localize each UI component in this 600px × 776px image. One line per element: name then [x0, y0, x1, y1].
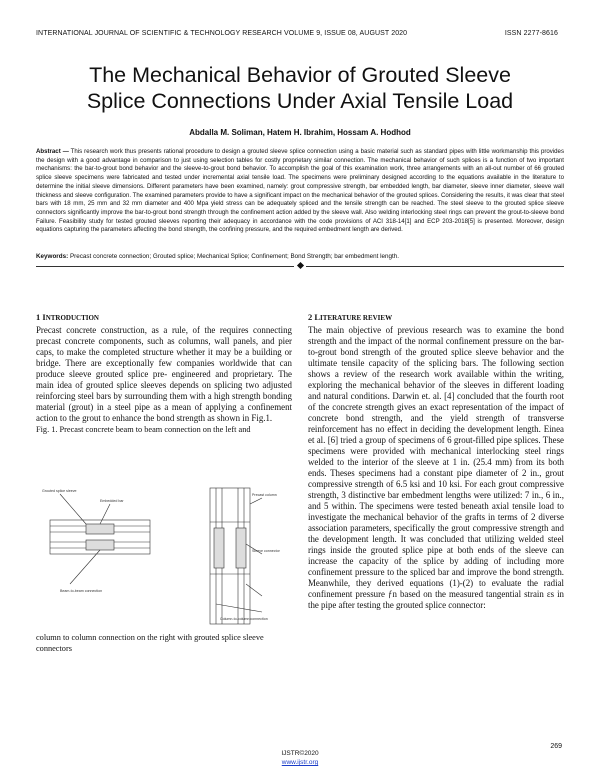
- section-2-number: 2: [308, 312, 313, 322]
- title-line-1: The Mechanical Behavior of Grouted Sleeve: [89, 63, 511, 87]
- footer-url-link[interactable]: www.ijstr.org: [281, 759, 319, 766]
- fig-label-b: Embedded bar: [100, 499, 124, 503]
- issn-header: ISSN 2277-8616: [504, 30, 558, 37]
- journal-header: INTERNATIONAL JOURNAL OF SCIENTIFIC & TECHNOLOGY RESEARCH VOLUME 9, ISSUE 08, AUGUST 2020: [36, 30, 408, 37]
- figure-1-caption-continued: column to column connection on the right with grouted splice sleeve connectors: [36, 633, 264, 653]
- abstract-text: This research work thus presents rational procedure to design a grouted sleeve splice connection using a basic material such as standard pipes with little workmanship this provides the design with a good advantage in comparison to just using selection tables for costly proprietary similar connection. The mechanical behavior of such splices is a function of two important mechanisms: the bar-to-grout bond behavior and the sleeve-to-grout bond behavior. To accomplish the goal of this examination work, three arrangements with an all-out number of 66 grouted splice sleeve specimens were fabricated and tested under incremental axial tensile load. The specimens were preliminary designed according to the equations available in the literature to determine the initial sleeve dimensions. Different parameters have been examined, namely: grout compressive strength, bar embedded length, bar diameter, sleeve inner diameter, sleeve wall thickness and sleeve configuration. The examined parameters provide to have a significant impact on the mechanical behavior of the grouted splices. Considering the results, it was clear that steel bars with 18 mm, 25 mm and 32 mm diameter and 400 Mpa yield stress can be adequately spliced and the tensile strength can be reached. The steel sleeve to the grouted splice sleeve connectors significantly improve the bar-to-grout bond strength through the confinement action added by the sleeve wall. Also welding interlocking steel rings can prevent the grout-to-sleeve bond Failure. Feasibility study for tested grouted sleeves reporting their adequacy in accordance with the code provisions of ACI 318-14[1] and ECP 203-2018[5] is presented. Moreover, design equations capturing the parameters affecting the bond strength, the confining pressure, and the required embedment length are derived.: [36, 148, 564, 234]
- column-left: [36, 325, 292, 435]
- section-2-body: The main objective of previous research was to examine the bond strength and the impact of the normal confinement pressure on the bar-to-grout bond strength of the grouted splice sleeve behavior and the ultimate tensile capacity of the splicing bars. The following section shows a review of the research work available within the writing, exploring the mechanical behavior of the sleeves in different loading and natural conditions. Darwin et. al. [4] concluded that the fourth root of the concrete strength gives an exact representation of the impact of concrete bond strength, and the yield strength of transverse reinforcement has no effect in deciding the development length. Einea et al. [6] tried a group of specimens of 6 grout-filled pipe splices. These specimens were provided with mechanical interlocking steel rings welded to the interior of the sleeve at 1 in. (25.4 mm) from its both ends. Theses specimens had a constant pipe diameter of 2 in., grout compressive strength of 6.5 ksi and 10 ksi. For each grout compressive strength, 3 distinctive bar embedment lengths were utilized: 7 in., 6 in., and 5 within. The specimens were tested beneath axial tensile load to investigate the mechanical behavior of the grafts in terms of 2 diverse association parameters, specifically the grout compressive strength and the development length. It was concluded that utilizing welded steel rings inside the grouted splice pipe at both ends of the sleeve can increase the capacity of the splice by adding of including more confinement pressure to the spliced bar and improve the bond strength. Meanwhile, they derived equations (1)-(2) to evaluate the radial confinement pressure ƒn based on the measured tangential strain εs in the pipe after testing the grouted splice connector:: [308, 325, 564, 610]
- divider-diamond-icon: [297, 262, 304, 269]
- fig-label-a: Grouted splice sleeve: [42, 489, 77, 493]
- column-right: [308, 325, 564, 611]
- fig-label-e: Sleeve connector: [252, 549, 280, 553]
- footer-code: IJSTR©2020: [281, 750, 319, 757]
- figure-1: [40, 484, 290, 626]
- section-2-heading: [308, 312, 392, 322]
- keywords-text: Precast concrete connection; Grouted splice; Mechanical Splice; Confinement; Bond Strength; bar embedment length.: [68, 253, 399, 260]
- keywords: [36, 253, 564, 260]
- figure-1-caption: Fig. 1. Precast concrete beam to beam connection on the left and: [36, 425, 251, 434]
- paper-title: [40, 62, 560, 114]
- fig-label-f: Column-to-column connection: [220, 617, 268, 621]
- section-divider: [36, 264, 564, 265]
- figure-1-drawing: [40, 484, 290, 626]
- section-2-title-first: L: [314, 312, 321, 322]
- author-list: Abdalla M. Soliman, Hatem H. Ibrahim, Hossam A. Hodhod: [189, 128, 411, 137]
- keywords-label: Keywords:: [36, 253, 69, 260]
- abstract-label: Abstract —: [36, 148, 69, 155]
- section-1-body: Precast concrete construction, as a rule, of the requires connecting precast concrete components, such as columns, wall panels, and pier caps, to make the completed structure whether it may be a building or bridge. There are exceptionally few companies worldwide that can produce sleeve grouted splice pre- engineered and proprietary. The main idea of grouted splice sleeves depends on splicing two adjusted reinforcing steel bars by surrounding them with a high strength bonding material (grout) in a steel pipe as a mean of applying a confinement action to the grout to enhance the bond strength as shown in Fig.1.: [36, 325, 292, 423]
- abstract: [36, 148, 564, 235]
- section-1-heading: [36, 312, 99, 322]
- fig-label-c: Beam-to-beam connection: [60, 589, 103, 593]
- section-2-title-rest: ITERATURE REVIEW: [320, 314, 393, 322]
- section-1-title-rest: NTRODUCTION: [45, 314, 99, 322]
- fig-label-d: Precast column: [252, 493, 277, 497]
- page-number: 269: [550, 743, 562, 750]
- section-1-title-first: I: [42, 312, 46, 322]
- section-1-number: 1: [36, 312, 41, 322]
- title-line-2: Splice Connections Under Axial Tensile Load: [86, 89, 514, 113]
